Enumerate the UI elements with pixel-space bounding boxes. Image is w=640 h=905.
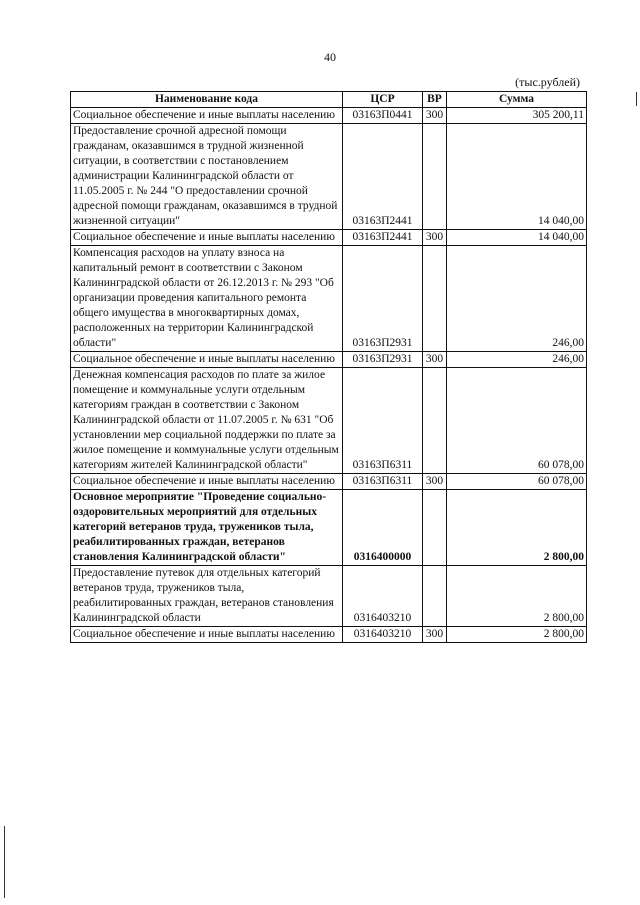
table-row — [71, 230, 587, 246]
table-row — [71, 124, 587, 230]
row-vr — [423, 246, 447, 352]
row-sum: 305 200,11 — [447, 108, 587, 124]
row-csr: 03163П6311 — [343, 368, 423, 474]
row-vr: 300 — [423, 352, 447, 368]
row-name: Социальное обеспечение и иные выплаты населению — [71, 474, 343, 490]
page-number: 40 — [324, 50, 336, 64]
table-row — [71, 108, 587, 124]
row-sum: 246,00 — [447, 246, 587, 352]
row-name: Компенсация расходов на уплату взноса на капитальный ремонт в соответствии с Законом Калининградской области от 26.12.2013 г. № 293 "Об организации проведения капитального ремонта общего имущества в многоквартирных домах, расположенных на территории Калининградской области" — [71, 246, 343, 352]
row-csr: 0316403210 — [343, 627, 423, 643]
row-vr: 300 — [423, 230, 447, 246]
header-sum: Сумма — [447, 92, 587, 108]
scan-edge-mark-left — [4, 826, 5, 898]
row-csr: 03163П2441 — [343, 124, 423, 230]
table-row — [71, 490, 587, 566]
table-row — [71, 368, 587, 474]
row-sum: 2 800,00 — [447, 627, 587, 643]
table-row — [71, 352, 587, 368]
units-label: (тыс.рублей) — [515, 75, 580, 89]
row-vr: 300 — [423, 627, 447, 643]
row-name: Социальное обеспечение и иные выплаты населению — [71, 230, 343, 246]
row-sum: 2 800,00 — [447, 490, 587, 566]
row-sum: 2 800,00 — [447, 566, 587, 627]
row-sum: 14 040,00 — [447, 124, 587, 230]
row-name: Предоставление срочной адресной помощи гражданам, оказавшимся в трудной жизненной ситуации, в соответствии с постановлением администрации Калининградской области от 11.05.2005 г. № 244 "О предоставлении срочной адресной помощи гражданам, оказавшимся в трудной жизненной ситуации" — [71, 124, 343, 230]
row-csr: 03163П0441 — [343, 108, 423, 124]
row-name: Основное мероприятие "Проведение социально-оздоровительных мероприятий для отдельных категорий ветеранов труда, тружеников тыла, реабилитированных граждан, ветеранов становления Калининградской области" — [71, 490, 343, 566]
row-name: Социальное обеспечение и иные выплаты населению — [71, 108, 343, 124]
row-csr: 03163П2931 — [343, 352, 423, 368]
table-header-row — [71, 92, 587, 108]
row-csr: 03163П2441 — [343, 230, 423, 246]
budget-table — [70, 91, 587, 643]
row-csr: 0316403210 — [343, 566, 423, 627]
row-csr: 03163П6311 — [343, 474, 423, 490]
row-vr — [423, 124, 447, 230]
table-body — [71, 108, 587, 643]
row-sum: 60 078,00 — [447, 474, 587, 490]
row-name: Предоставление путевок для отдельных категорий ветеранов труда, тружеников тыла, реабилитированных граждан, ветеранов становления Калининградской области — [71, 566, 343, 627]
row-vr — [423, 566, 447, 627]
table-row — [71, 246, 587, 352]
header-name: Наименование кода — [71, 92, 343, 108]
row-vr: 300 — [423, 474, 447, 490]
row-sum: 60 078,00 — [447, 368, 587, 474]
row-name: Социальное обеспечение и иные выплаты населению — [71, 627, 343, 643]
row-name: Денежная компенсация расходов по плате за жилое помещение и коммунальные услуги отдельным категориям граждан в соответствии с Законом Калининградской области от 11.07.2005 г. № 631 "Об установлении мер социальной поддержки по плате за жилое помещение и коммунальные услуги отдельным категориям жителей Калининградской области" — [71, 368, 343, 474]
row-sum: 14 040,00 — [447, 230, 587, 246]
scan-edge-mark-right — [636, 92, 637, 106]
table-row — [71, 566, 587, 627]
row-sum: 246,00 — [447, 352, 587, 368]
row-vr — [423, 368, 447, 474]
header-csr: ЦСР — [343, 92, 423, 108]
row-csr: 0316400000 — [343, 490, 423, 566]
row-name: Социальное обеспечение и иные выплаты населению — [71, 352, 343, 368]
row-csr: 03163П2931 — [343, 246, 423, 352]
row-vr — [423, 490, 447, 566]
row-vr: 300 — [423, 108, 447, 124]
table-row — [71, 627, 587, 643]
table-row — [71, 474, 587, 490]
header-vr: ВР — [423, 92, 447, 108]
